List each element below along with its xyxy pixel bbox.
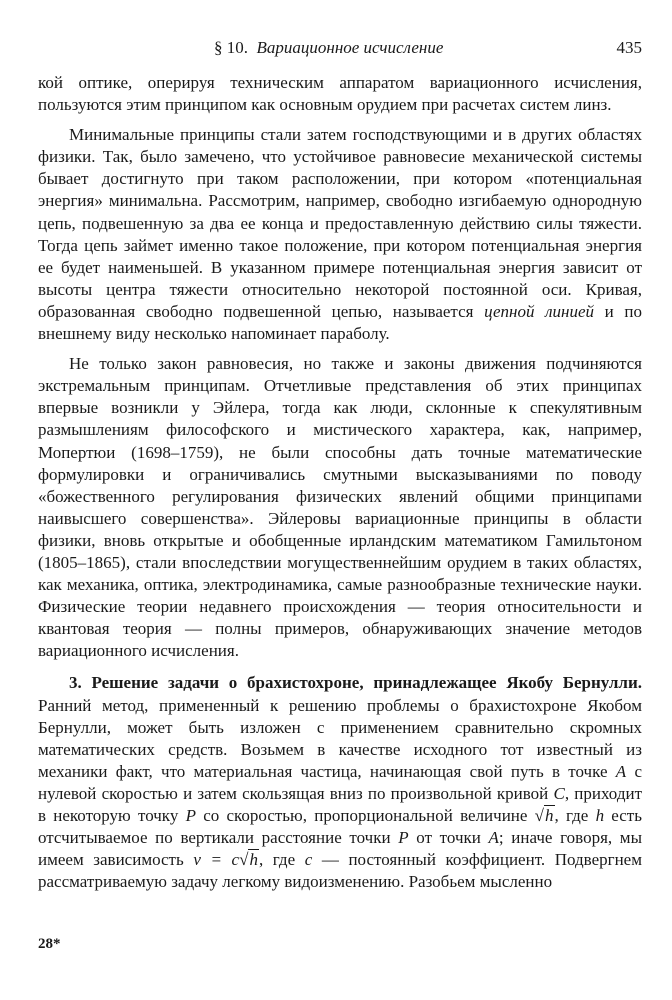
text-run: Минимальные принципы стали затем господствующими и в других областях физики. Так, было замечено, что устойчивое равновесие механической системы бывает достигнуто при таком расположении, при котором «потенциальная энергия» минимальна. Рассмотрим, например, свободно изгибаемую однородную цепь, подвешенную за два ее конца и предоставленную действию силы тяжести. Тогда цепь займет именно такое положение, при котором потенциальная энергия ее будет наименьшей. В указанном примере потенциальная энергия зависит от высоты центра тяжести относительно некоторой постоянной оси. Кривая, образованная свободно подвешенной цепью, называется — [38, 125, 642, 321]
paragraph-continuation: кой оптике, оперируя техническим аппаратом вариационного исчисления, пользуются этим принципом как основным орудием при расчетах систем линз. — [38, 73, 642, 115]
math-point-A: A — [615, 761, 627, 781]
text-run: , где — [554, 806, 596, 825]
text-run: есть отсчитываемое по вертикали расстояние точки — [38, 806, 642, 848]
text-run: со скоростью, пропорциональной величине — [195, 806, 535, 825]
text-run: Ранний метод, примененный к решению проблемы о брахистохроне Якобом Бернулли, может быть изложен с применением сравнительно скромных математических средств. Возьмем в качестве исходного тот известный из механики факт, что материальная частица, начинающая свой путь в точке — [38, 695, 642, 781]
sqrt-radicand: h — [545, 806, 554, 825]
text-run: , где — [258, 850, 305, 870]
math-formula-v: v = c — [193, 850, 240, 870]
page-number: 435 — [616, 38, 642, 57]
sqrt-symbol: √ — [534, 806, 545, 825]
running-title — [214, 38, 443, 58]
sqrt-symbol: √ — [239, 850, 249, 870]
text-run: от точки — [408, 828, 489, 848]
math-var-c: c — [304, 850, 313, 870]
math-point-A: A — [488, 828, 499, 848]
math-point-P: P — [185, 806, 196, 825]
text-run: с нулевой скоростью и затем скользящая вниз по произвольной кривой — [38, 761, 642, 803]
text-run: и по внешнему виду несколько напоминает параболу. — [38, 301, 642, 344]
section-mark: § 10. — [214, 38, 248, 57]
text-run: ; иначе говоря, мы имеем зависимость — [38, 828, 642, 870]
math-curve-C: C — [553, 783, 565, 803]
text-run: — постоянный коэффициент. Подвергнем рассматриваемую задачу легкому видоизменению. Разобьем мысленно — [38, 850, 642, 892]
section-3-heading: 3. Решение задачи о брахистохроне, принадлежащее Якобу Бернулли. — [69, 673, 642, 693]
signature-mark: 28* — [38, 936, 61, 952]
section-title: Вариационное исчисление — [256, 38, 444, 57]
math-sqrt-h — [535, 805, 555, 825]
running-header — [38, 38, 642, 64]
sqrt-radicand: h — [249, 850, 258, 870]
paragraph-minimal-principles — [38, 124, 642, 345]
math-sqrt-h — [239, 849, 259, 869]
emphasis-catenary: цепной линией — [484, 301, 595, 321]
section-3-paragraph — [38, 672, 642, 893]
math-var-h: h — [595, 806, 605, 825]
paragraph-extremal-principles: Не только закон равновесия, но также и законы движения подчиняются экстремальным принципам. Отчетливые представления об этих принципах впервые возникли у Эйлера, тогда как люди, склонные к спекулятивным размышлениям философского и мистического характера, как, например, Мопертюи (1698–1759), не были способны дать точные математические формулировки и ограничивались смутными высказываниями по поводу «божественного регулирования физических явлений общими принципами наивысшего совершенства». Эйлеровы вариационные принципы в области физики, вновь открытые и обобщенные ирландским математиком Гамильтоном (1805–1865), стали впоследствии могущественнейшим орудием в таких областях, как механика, оптика, электродинамика, самые разнообразные технические науки. Физические теории недавнего происхождения — теория относительности и квантовая теория — полны примеров, обнаруживающих значение методов вариационного исчисления. — [38, 354, 642, 661]
text-run: , приходит в некоторую точку — [38, 783, 642, 825]
math-point-P: P — [398, 828, 409, 848]
main-text — [38, 72, 642, 901]
